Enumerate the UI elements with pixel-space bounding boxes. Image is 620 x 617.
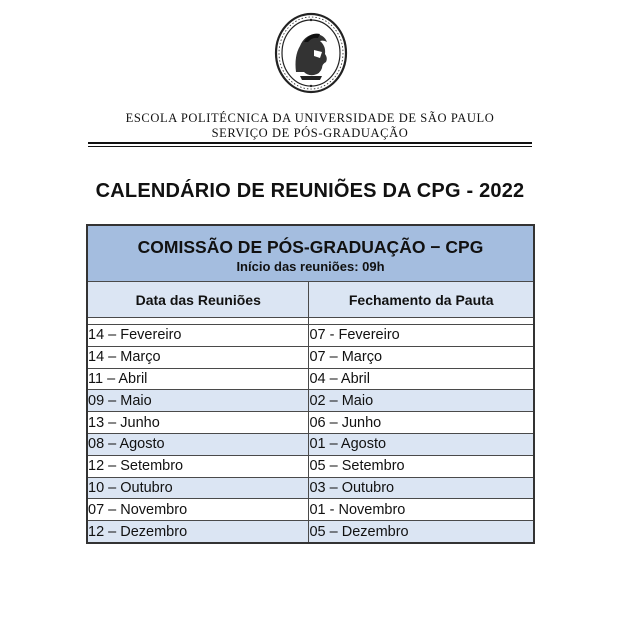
- table-row: [87, 521, 534, 543]
- meeting-date: 13 – Junho: [87, 412, 309, 434]
- school-seal-icon: [274, 12, 348, 94]
- agenda-deadline: 06 – Junho: [309, 412, 534, 434]
- column-header-agenda-deadline: Fechamento da Pauta: [309, 282, 534, 318]
- table-row: [87, 499, 534, 521]
- institution-name: ESCOLA POLITÉCNICA DA UNIVERSIDADE DE SÃO PAULO: [125, 111, 495, 125]
- header-divider: [88, 142, 532, 144]
- meeting-calendar-table: [86, 224, 535, 544]
- agenda-deadline: 07 - Fevereiro: [309, 325, 534, 347]
- table-row: [87, 368, 534, 390]
- meeting-date: 14 – Fevereiro: [87, 325, 309, 347]
- table-title: COMISSÃO DE PÓS-GRADUAÇÃO − CPG: [137, 237, 484, 257]
- table-row: [87, 433, 534, 455]
- agenda-deadline: 07 – Março: [309, 346, 534, 368]
- meeting-date: 12 – Setembro: [87, 455, 309, 477]
- table-spacer: [87, 318, 534, 325]
- table-row: [87, 325, 534, 347]
- meeting-date: 08 – Agosto: [87, 433, 309, 455]
- table-row: [87, 477, 534, 499]
- table-row: [87, 412, 534, 434]
- page-title: CALENDÁRIO DE REUNIÕES DA CPG - 2022: [95, 180, 525, 202]
- meeting-date: 11 – Abril: [87, 368, 309, 390]
- agenda-deadline: 04 – Abril: [309, 368, 534, 390]
- column-header-meeting-date: Data das Reuniões: [87, 282, 309, 318]
- agenda-deadline: 01 - Novembro: [309, 499, 534, 521]
- agenda-deadline: 05 – Setembro: [309, 455, 534, 477]
- table-header: [87, 225, 534, 282]
- table-row: [87, 455, 534, 477]
- meeting-date: 12 – Dezembro: [87, 521, 309, 543]
- department-name: SERVIÇO DE PÓS-GRADUAÇÃO: [211, 126, 409, 140]
- table-subtitle: Início das reuniões: 09h: [236, 259, 385, 274]
- agenda-deadline: 01 – Agosto: [309, 433, 534, 455]
- meeting-date: 09 – Maio: [87, 390, 309, 412]
- agenda-deadline: 05 – Dezembro: [309, 521, 534, 543]
- meeting-date: 07 – Novembro: [87, 499, 309, 521]
- table-row: [87, 390, 534, 412]
- table-row: [87, 346, 534, 368]
- agenda-deadline: 02 – Maio: [309, 390, 534, 412]
- header-divider-thin: [88, 146, 532, 147]
- agenda-deadline: 03 – Outubro: [309, 477, 534, 499]
- meeting-date: 10 – Outubro: [87, 477, 309, 499]
- meeting-date: 14 – Março: [87, 346, 309, 368]
